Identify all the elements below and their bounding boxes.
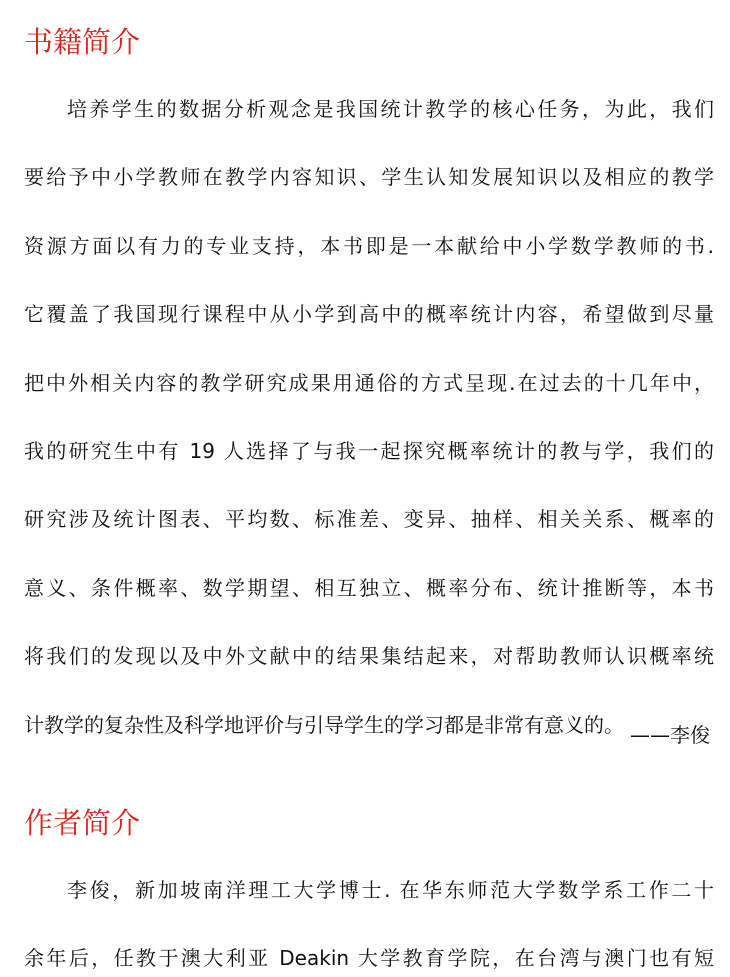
- book-intro-heading: 书籍简介: [24, 25, 141, 59]
- book-intro-paragraph: [24, 86, 714, 770]
- book-intro-line: 把中外相关内容的教学研究成果用通俗的方式呈现.在过去的十几年中，: [24, 370, 714, 395]
- author-intro-line: 李俊，新加坡南洋理工大学博士. 在华东师范大学数学系工作二十: [67, 878, 714, 902]
- book-intro-line: 将我们的发现以及中外文献中的结果集结起来，对帮助教师认识概率统: [24, 644, 714, 669]
- book-intro-line: 资源方面以有力的专业支持，本书即是一本献给中小学数学教师的书.: [24, 233, 714, 258]
- author-intro-line: 余年后，任教于澳大利亚 Deakin 大学教育学院，在台湾与澳门也有短: [24, 946, 714, 971]
- book-intro-line: 计教学的复杂性及科学地评价与引导学生的学习都是非常有意义的。: [24, 712, 624, 737]
- author-intro-paragraph: [24, 867, 714, 977]
- book-intro-line: 研究涉及统计图表、平均数、标准差、变异、抽样、相关关系、概率的: [24, 507, 714, 532]
- signature: ——李俊: [630, 723, 710, 747]
- book-intro-line: 意义、条件概率、数学期望、相互独立、概率分布、统计推断等，本书: [24, 575, 714, 600]
- author-intro-heading: 作者简介: [24, 806, 141, 840]
- book-intro-line: 它覆盖了我国现行课程中从小学到高中的概率统计内容，希望做到尽量: [24, 302, 714, 327]
- book-intro-line: 我的研究生中有 19 人选择了与我一起探究概率统计的教与学，我们的: [24, 438, 714, 463]
- book-intro-line: 培养学生的数据分析观念是我国统计教学的核心任务，为此，我们: [67, 97, 714, 121]
- book-intro-line: 要给予中小学教师在教学内容知识、学生认知发展知识以及相应的教学: [24, 165, 714, 190]
